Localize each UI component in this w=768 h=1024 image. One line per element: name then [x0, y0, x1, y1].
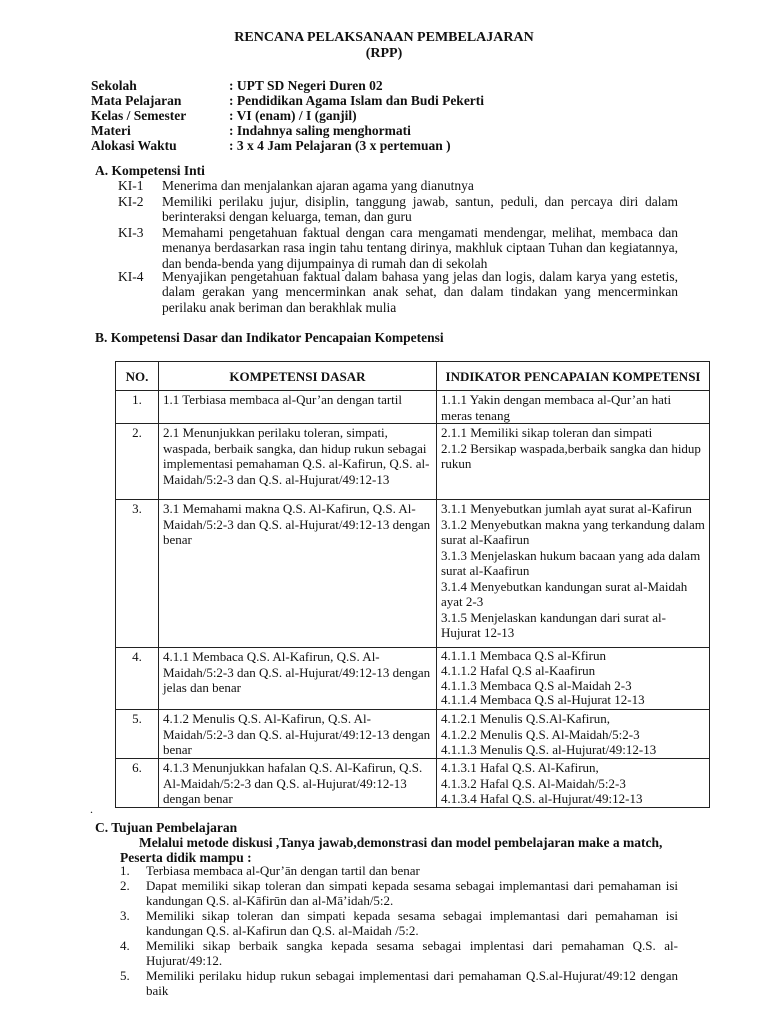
competency-table [115, 361, 710, 808]
objective-number: 3. [120, 908, 130, 923]
basic-competency: 4.1.1 Membaca Q.S. Al-Kafirun, Q.S. Al-Maidah/5:2-3 dan Q.S. al-Hujurat/49:12-13 dengan jelas dan benar [159, 648, 437, 710]
basic-competency: 3.1 Memahami makna Q.S. Al-Kafirun, Q.S. Al-Maidah/5:2-3 dan Q.S. al-Hujurat/49:12-13 dengan benar [159, 500, 437, 648]
column-header: KOMPETENSI DASAR [159, 362, 437, 391]
section-b-title: B. Kompetensi Dasar dan Indikator Pencapaian Kompetensi [95, 330, 444, 345]
indicator-cell [437, 710, 710, 759]
identity-label: Mata Pelajaran [91, 93, 182, 108]
row-number: 4. [116, 648, 159, 710]
row-number: 1. [116, 391, 159, 424]
identity-label: Kelas / Semester [91, 108, 187, 123]
indicator: 4.1.1.4 Membaca Q.S al-Hujurat 12-13 [441, 692, 645, 708]
indicator: 4.1.2.2 Menulis Q.S. Al-Maidah/5:2-3 [441, 726, 640, 742]
objective-text: Memiliki sikap berbaik sangka kepada sesama sebagai implentasi dari pemahaman Q.S. al-Hujurat/49:12. [146, 938, 678, 968]
table-header-row [116, 362, 710, 391]
identity-value: : 3 x 4 Jam Pelajaran (3 x pertemuan ) [229, 138, 451, 153]
section-c-title: C. Tujuan Pembelajaran [95, 820, 238, 835]
objective-text: Terbiasa membaca al-Qur’ān dengan tartil dan benar [146, 863, 420, 878]
indicator: 4.1.3.2 Hafal Q.S. Al-Maidah/5:2-3 [441, 775, 626, 791]
table-row [116, 710, 710, 759]
section-c-intro: Melalui metode diskusi ,Tanya jawab,demonstrasi dan model pembelajaran make a match, [139, 835, 663, 850]
ki-text: Menyajikan pengetahuan faktual dalam bahasa yang jelas dan logis, dalam karya yang estetis, dalam gerakan yang mencerminkan anak sehat, dan dalam tindakan yang mencerminkan perilaku anak beriman dan berakhlak mulia [162, 269, 678, 315]
indicator: 3.1.2 Menyebutkan makna yang terkandung dalam surat al-Kaafirun [441, 516, 705, 547]
ki-text: Memiliki perilaku jujur, disiplin, tanggung jawab, santun, peduli, dan percaya diri dalam berinteraksi dengan keluarga, teman, dan guru [162, 194, 678, 225]
objective-text: Memiliki perilaku hidup rukun sebagai implementasi dari pemahaman Q.S.al-Hujurat/49:12 dengan baik [146, 968, 678, 998]
ki-text: Memahami pengetahuan faktual dengan cara mengamati mendengar, melihat, membaca dan menanya berdasarkan rasa ingin tahu tentang dirinya, makhluk ciptaan Tuhan dan kegiatannya, dan benda-benda yang dijumpainya di rumah dan di sekolah [162, 225, 678, 271]
row-number: 5. [116, 710, 159, 759]
indicator-cell [437, 759, 710, 808]
row-number: 3. [116, 500, 159, 648]
table-row [116, 500, 710, 648]
column-header: NO. [116, 362, 159, 391]
section-c-intro-2: Peserta didik mampu : [120, 850, 252, 865]
indicator: 3.1.1 Menyebutkan jumlah ayat surat al-Kafirun [441, 501, 692, 516]
indicator: 3.1.3 Menjelaskan hukum bacaan yang ada dalam surat al-Kaafirun [441, 547, 701, 578]
indicator-cell [437, 391, 710, 424]
table-row [116, 391, 710, 424]
indicator: 4.1.1.3 Membaca Q.S al-Maidah 2-3 [441, 677, 632, 693]
column-header: INDIKATOR PENCAPAIAN KOMPETENSI [437, 362, 710, 391]
indicator: 1.1.1 Yakin dengan membaca al-Qur’an hati meras tenang [441, 392, 672, 423]
identity-label: Alokasi Waktu [91, 138, 177, 153]
objective-number: 5. [120, 968, 130, 983]
indicator: 4.1.3.1 Hafal Q.S. Al-Kafirun, [441, 760, 599, 775]
document-subtitle: (RPP) [365, 46, 403, 61]
basic-competency: 2.1 Menunjukkan perilaku toleran, simpati, waspada, berbaik sangka, dan hidup rukun sebagai implementasi pemahaman Q.S. al-Kafirun, Q.S. al-Maidah/5:2-3 dan Q.S. al-Hujurat/49:12-13 [159, 424, 437, 500]
basic-competency: 4.1.2 Menulis Q.S. Al-Kafirun, Q.S. Al-Maidah/5:2-3 dan Q.S. al-Hujurat/49:12-13 dengan benar [159, 710, 437, 759]
indicator: 4.1.3.4 Hafal Q.S. al-Hujurat/49:12-13 [441, 791, 643, 806]
identity-label: Sekolah [91, 78, 137, 93]
basic-competency: 4.1.3 Menunjukkan hafalan Q.S. Al-Kafirun, Q.S. Al-Maidah/5:2-3 dan Q.S. al-Hujurat/49:12-13 dengan benar [159, 759, 437, 808]
indicator-cell [437, 500, 710, 648]
table-row [116, 648, 710, 710]
indicator: 2.1.2 Bersikap waspada,berbaik sangka dan hidup rukun [441, 440, 701, 471]
objective-text: Memiliki sikap toleran dan simpati kepada sesama sebagai implemantasi dari pemahaman isi kandungan Q.S. al-Kafirun dan Q.S. al-Maidah /5:2. [146, 908, 678, 938]
indicator: 3.1.4 Menyebutkan kandungan surat al-Maidah ayat 2-3 [441, 578, 688, 609]
indicator-cell [437, 424, 710, 500]
ki-code: KI-2 [118, 194, 144, 209]
identity-value: : UPT SD Negeri Duren 02 [229, 78, 383, 93]
objective-number: 1. [120, 863, 130, 878]
indicator: 4.1.1.3 Menulis Q.S. al-Hujurat/49:12-13 [441, 742, 657, 757]
indicator: 4.1.2.1 Menulis Q.S.Al-Kafirun, [441, 711, 610, 726]
indicator: 4.1.1.2 Hafal Q.S al-Kaafirun [441, 662, 596, 678]
ki-text: Menerima dan menjalankan ajaran agama yang dianutnya [162, 178, 474, 193]
ki-code: KI-4 [118, 269, 144, 284]
section-a-title: A. Kompetensi Inti [95, 163, 205, 178]
identity-value: : Pendidikan Agama Islam dan Budi Pekerti [229, 93, 485, 108]
identity-value: : VI (enam) / I (ganjil) [229, 108, 357, 123]
ki-code: KI-1 [118, 178, 144, 193]
row-number: 2. [116, 424, 159, 500]
document-title: RENCANA PELAKSANAAN PEMBELAJARAN [234, 30, 534, 45]
objective-number: 2. [120, 878, 130, 893]
stray-mark: . [90, 802, 93, 816]
table-row [116, 424, 710, 500]
identity-value: : Indahnya saling menghormati [229, 123, 411, 138]
indicator-cell [437, 648, 710, 710]
indicator: 2.1.1 Memiliki sikap toleran dan simpati [441, 425, 653, 440]
basic-competency: 1.1 Terbiasa membaca al-Qur’an dengan tartil [159, 391, 437, 424]
indicator: 4.1.1.1 Membaca Q.S al-Kfirun [441, 648, 606, 663]
objective-text: Dapat memiliki sikap toleran dan simpati kepada sesama sebagai implemantasi dari pemahaman isi kandungan Q.S. al-Kāfirūn dan al-Mā’idah/5:2. [146, 878, 678, 908]
row-number: 6. [116, 759, 159, 808]
objective-number: 4. [120, 938, 130, 953]
table-row [116, 759, 710, 808]
ki-code: KI-3 [118, 225, 144, 240]
identity-label: Materi [91, 123, 131, 138]
indicator: 3.1.5 Menjelaskan kandungan dari surat al-Hujurat 12-13 [441, 609, 666, 640]
